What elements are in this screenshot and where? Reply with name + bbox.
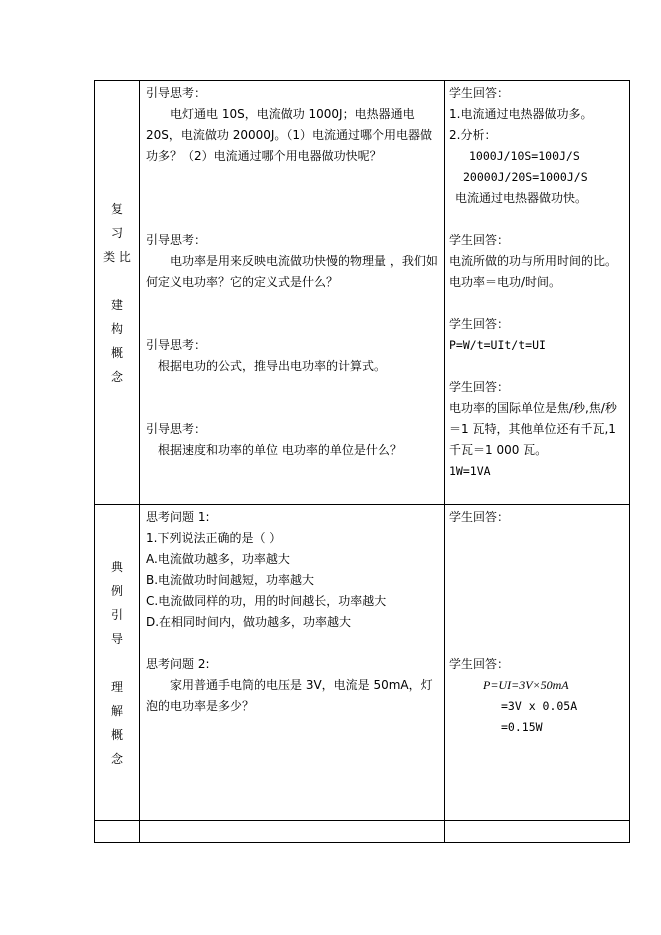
stage-label-cell <box>95 505 140 821</box>
answer-text: 20000J/20S=1000J/S <box>463 170 588 184</box>
answer-text: 2.分析： <box>449 128 497 142</box>
answer-formula: P=UI=3V×50mA <box>483 678 569 692</box>
guidance-label: 引导思考： <box>146 422 207 436</box>
answer-label: 学生回答： <box>449 317 510 331</box>
stage-label-char: 解 <box>110 703 123 718</box>
question-label: 思考问题 1: <box>146 510 210 524</box>
question-text: 家用普通手电筒的电压是 3V，电流是 50mA，灯泡的电功率是多少？ <box>146 678 433 713</box>
guidance-label: 引导思考： <box>146 338 207 352</box>
stage-label-cell <box>95 81 140 505</box>
teacher-guidance-cell <box>140 81 445 505</box>
teacher-guidance-cell <box>140 505 445 821</box>
stage-label-char: 理 <box>110 679 123 694</box>
stage-label-char: 概 <box>110 345 123 360</box>
guidance-text: 电灯通电 10S，电流做功 1000J；电热器通电 20S，电流做功 20000J。（1）电流通过哪个用电器做功多？（2）电流通过哪个用电器做功快呢？ <box>146 107 433 163</box>
option-b: B.电流做功时间越短，功率越大 <box>146 573 315 587</box>
answer-label: 学生回答： <box>449 233 510 247</box>
stage-label-char: 念 <box>110 751 123 766</box>
guidance-label: 引导思考： <box>146 86 207 100</box>
answer-text: 1.电流通过电热器做功多。 <box>449 107 593 121</box>
table-row <box>95 505 630 821</box>
empty-cell <box>140 821 445 843</box>
stage-label-char: 构 <box>110 321 123 336</box>
stage-label-char: 建 <box>110 297 123 312</box>
option-c: C.电流做同样的功，用的时间越长，功率越大 <box>146 594 387 608</box>
guidance-text: 根据电功的公式，推导出电功率的计算式。 <box>158 359 387 373</box>
stage-label-char: 类 比 <box>103 249 131 264</box>
answer-text: P=W/t=UIt/t=UI <box>449 338 546 352</box>
stage-label-char: 概 <box>110 727 123 742</box>
answer-text: 电功率的国际单位是焦/秒,焦/秒＝1 瓦特，其他单位还有千瓦,1 千瓦＝1 000 瓦。 <box>449 401 617 457</box>
answer-formula: =3V x 0.05A <box>501 699 578 713</box>
question-text: 1.下列说法正确的是（ ） <box>146 531 282 545</box>
stage-label-char: 复 <box>110 201 123 216</box>
empty-cell <box>95 821 140 843</box>
stage-label-char: 引 <box>110 607 123 622</box>
question-label: 思考问题 2: <box>146 657 210 671</box>
guidance-label: 引导思考： <box>146 233 207 247</box>
answer-text: 1W=1VA <box>449 464 491 478</box>
answer-label: 学生回答： <box>449 510 510 524</box>
guidance-text: 根据速度和功率的单位 电功率的单位是什么？ <box>158 443 402 457</box>
option-d: D.在相同时间内，做功越多，功率越大 <box>146 615 352 629</box>
table-row <box>95 81 630 505</box>
answer-text: 电流通过电热器做功快。 <box>455 191 588 205</box>
answer-label: 学生回答： <box>449 86 510 100</box>
stage-label-char: 导 <box>110 631 123 646</box>
table-row <box>95 821 630 843</box>
answer-label: 学生回答： <box>449 657 510 671</box>
lesson-table <box>94 80 630 843</box>
answer-text: 1000J/10S=100J/S <box>469 149 580 163</box>
student-answer-cell <box>445 81 630 505</box>
empty-cell <box>445 821 630 843</box>
answer-label: 学生回答： <box>449 380 510 394</box>
stage-label-char: 例 <box>110 583 123 598</box>
option-a: A.电流做功越多，功率越大 <box>146 552 290 566</box>
stage-label-char: 念 <box>110 369 123 384</box>
student-answer-cell <box>445 505 630 821</box>
answer-text: 电流所做的功与所用时间的比。 <box>449 254 618 268</box>
guidance-text: 电功率是用来反映电流做功快慢的物理量 ，我们如何定义电功率？它的定义式是什么？ <box>146 254 438 289</box>
answer-text: 电功率＝电功/时间。 <box>449 275 562 289</box>
stage-label-char: 典 <box>110 559 123 574</box>
answer-formula: =0.15W <box>501 720 543 734</box>
stage-label-char: 习 <box>110 225 123 240</box>
